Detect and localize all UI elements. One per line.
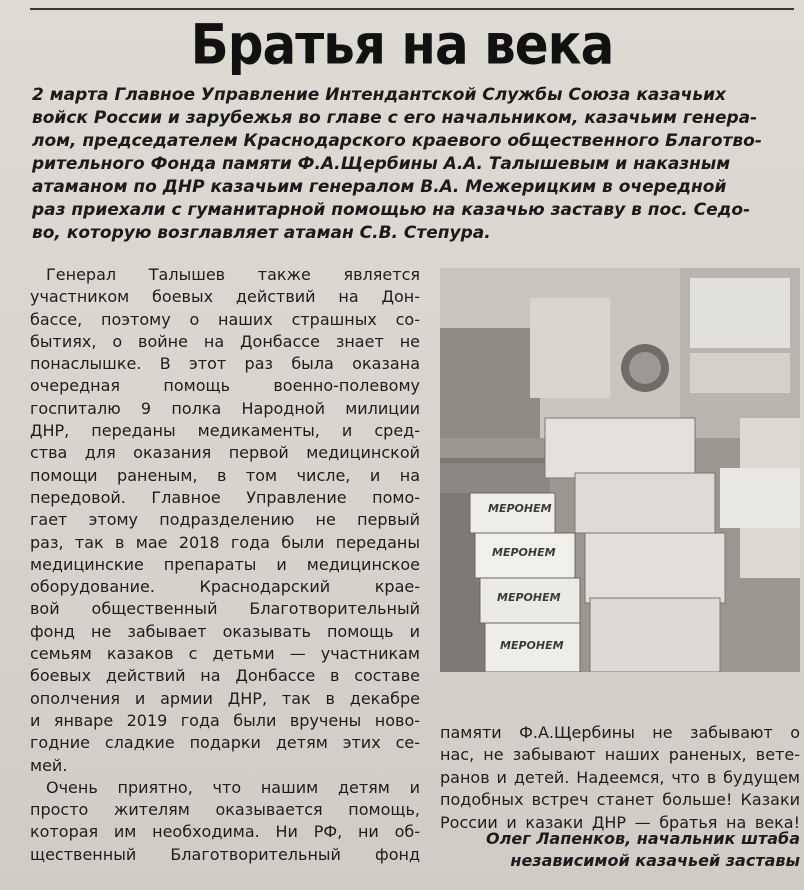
body-line: боевых действий на Донбассе в составе [30, 666, 420, 686]
body-line: передовой. Главное Управление помо- [30, 487, 420, 507]
body-line: раз, так в мае 2018 года были переданы [30, 532, 420, 552]
lead-line: атаманом по ДНР казачьим генералом В.А. Межерицким в очередной [32, 177, 727, 197]
body-line: мей. [30, 755, 68, 775]
lead-line: 2 марта Главное Управление Интендантской Службы Союза казачьих [32, 85, 726, 105]
body-line: Очень приятно, что нашим детям и [46, 777, 420, 797]
lead-line: раз приехали с гуманитарной помощью на казачью заставу в пос. Седо- [32, 200, 751, 220]
body-line: и январе 2019 года были вручены ново- [30, 710, 420, 730]
top-rule [30, 8, 794, 10]
body-line: подобных встреч станет больше! Казаки [440, 790, 800, 810]
body-line: нас, не забывают наших раненых, вете- [440, 745, 800, 765]
body-line: очередная помощь военно-полевому [30, 376, 420, 396]
lead-line: лом, председателем Краснодарского краевого общественного Благотво- [32, 131, 762, 151]
article-photo [440, 268, 800, 672]
body-line: медицинские препараты и медицинское [30, 554, 420, 574]
signature-name: Олег Лапенков, начальник штаба [486, 829, 800, 848]
article-headline: Братья на века [190, 13, 614, 77]
body-line: участником боевых действий на Дон- [30, 287, 420, 307]
body-line: семьям казаков с детьми — участникам [30, 644, 420, 664]
left-column [30, 264, 420, 866]
signature-role: независимой казачьей заставы [510, 851, 800, 870]
body-line: вой общественный Благотворительный [30, 599, 420, 619]
body-line: понаслышке. В этот раз была оказана [30, 354, 420, 374]
box-label: МЕРОНЕМ [497, 591, 561, 604]
body-line: щественный Благотворительный фонд [30, 844, 420, 864]
body-line: ранов и детей. Надеемся, что в будущем [440, 767, 800, 787]
body-line: ДНР, переданы медикаменты, и сред- [30, 421, 420, 441]
body-line: бытиях, о войне на Донбассе знает не [30, 331, 420, 351]
body-line: просто жителям оказывается помощь, [30, 800, 420, 820]
body-line: помощи раненым, в том числе, и на [30, 465, 420, 485]
body-line: России и казаки ДНР — братья на века! [440, 812, 800, 832]
body-line: годние сладкие подарки детям этих се- [30, 733, 420, 753]
body-line: фонд не забывает оказывать помощь и [30, 621, 420, 641]
lead-line: рительного Фонда памяти Ф.А.Щербины А.А. Талышевым и наказным [32, 154, 731, 174]
body-line: Генерал Талышев также является [46, 265, 420, 284]
body-line: оборудование. Краснодарский крае- [30, 577, 420, 597]
photo-illustration [440, 268, 800, 672]
body-line: памяти Ф.А.Щербины не забывают о [440, 723, 800, 742]
article-lead [32, 84, 772, 245]
body-line: ополчения и армии ДНР, так в декабре [30, 688, 420, 708]
body-line: гает этому подразделению не первый [30, 510, 420, 530]
box-label: МЕРОНЕМ [492, 546, 556, 559]
box-label: МЕРОНЕМ [500, 639, 564, 652]
body-line: ства для оказания первой медицинской [30, 443, 420, 463]
body-line: бассе, поэтому о наших страшных со- [30, 309, 420, 329]
box-label: МЕРОНЕМ [488, 502, 552, 515]
body-line: госпиталю 9 полка Народной милиции [30, 398, 420, 418]
lead-line: во, которую возглавляет атаман С.В. Степура. [32, 223, 491, 243]
right-column [440, 722, 800, 834]
body-line: которая им необходима. Ни РФ, ни об- [30, 822, 420, 842]
lead-line: войск России и зарубежья во главе с его начальником, казачьим генера- [32, 108, 758, 128]
